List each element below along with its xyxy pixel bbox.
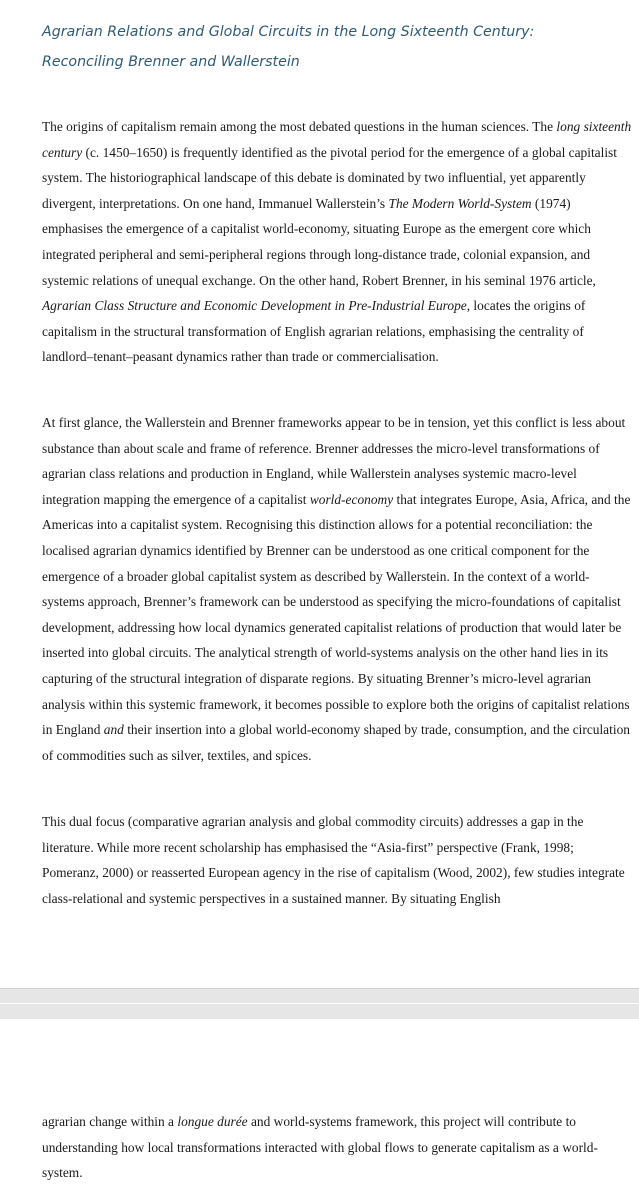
paragraph-1-text-1: The origins of capitalism remain among the most debated questions in the human sciences. The <box>42 119 557 134</box>
paragraph-2-italic-1: world-economy <box>309 491 394 507</box>
paragraph-4-text-1: agrarian change within a <box>42 1114 178 1129</box>
paragraph-1-italic-1: long sixteenth century <box>42 119 632 160</box>
paragraph-2-italic-2: and <box>103 722 124 738</box>
paragraph-3-text-1: This dual focus (comparative agrarian analysis and global commodity circuits) addresses a gap in the literature. While more recent scholarship has emphasised the “Asia-first” perspective (Frank, 1998; Pomeranz, 2000) or reasserted European agency in the rise of capitalism (Wood, 2002), few studies integrate class-relational and systemic perspectives in a sustained manner. By situating English <box>42 814 625 906</box>
paragraph-4-italic-1: longue durée <box>177 1114 248 1129</box>
document-title: Agrarian Relations and Global Circuits in the Long Sixteenth Century: Reconciling Brenner and Wallerstein <box>42 24 535 70</box>
document-page-2 <box>0 1019 639 1200</box>
paragraph-3-continued <box>42 1109 632 1186</box>
paragraph-1-text-2: (c. 1450–1650) is frequently identified as the pivotal period for the emergence of a global capitalist system. The historiographical landscape of this debate is dominated by two influential, yet apparently divergent, interpretations. On one hand, Immanuel Wallerstein’s <box>42 144 617 211</box>
paragraph-1-text-4: , locates the origins of capitalism in the structural transformation of English agrarian relations, emphasising the centrality of landlord–tenant–peasant dynamics rather than trade or commercialisation. <box>42 298 586 365</box>
paragraph-2-text-2: that integrates Europe, Asia, Africa, and the Americas into a capitalist system. Recognising this distinction allows for a potential reconciliation: the localised agrarian dynamics identified by Brenner can be understood as one critical component for the emergence of a broader global capitalist system as described by Wallerstein. In the context of a world-systems approach, Brenner’s framework can be understood as specifying the micro-foundations of capitalist development, addressing how local dynamics generated capitalist relations of production that would later be inserted into global circuits. The analytical strength of world-systems analysis on the other hand lies in its capturing of the structural integration of disparate regions. By situating Brenner’s micro-level agrarian analysis within this systemic framework, it becomes possible to explore both the origins of capitalist relations in England <box>42 491 631 738</box>
paragraph-1-italic-2: The Modern World-System <box>388 195 532 211</box>
paragraph-1-text-3: (1974) emphasises the emergence of a capitalist world-economy, situating Europe as the emergent core which integrated peripheral and semi-peripheral regions through long-distance trade, colonial expansion, and systemic relations of unequal exchange. On the other hand, Robert Brenner, in his seminal 1976 article, <box>42 195 596 288</box>
paragraph-2-text-1: At first glance, the Wallerstein and Brenner frameworks appear to be in tension, yet this conflict is less about substance than about scale and frame of reference. Brenner addresses the micro-level transformations of agrarian class relations and production in England, while Wallerstein analyses systemic macro-level integration mapping the emergence of a capitalist <box>42 415 626 507</box>
page-break <box>0 988 639 1020</box>
paragraph-2 <box>42 410 632 768</box>
paragraph-3 <box>42 809 632 911</box>
paragraph-2-text-3: their insertion into a global world-economy shaped by trade, consumption, and the circulation of commodities such as silver, textiles, and spices. <box>42 722 630 763</box>
paragraph-4-text-2: and world-systems framework, this project will contribute to understanding how local transformations interacted with global flows to generate capitalism as a world-system. <box>42 1114 598 1181</box>
paragraph-1 <box>42 114 632 370</box>
paragraph-1-italic-3: Agrarian Class Structure and Economic Development in Pre-Industrial Europe <box>42 298 467 314</box>
